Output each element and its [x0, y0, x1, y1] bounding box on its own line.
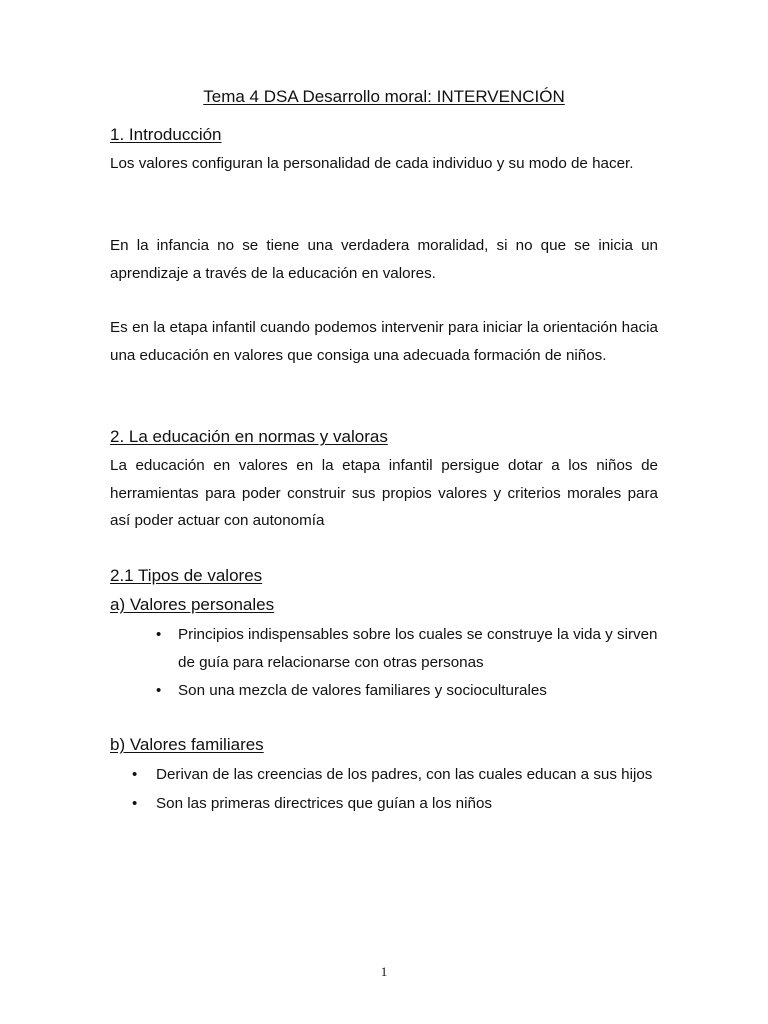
list-item — [132, 761, 658, 789]
heading-educacion-normas: 2. La educación en normas y valoras — [110, 427, 388, 446]
document-page — [110, 0, 658, 1024]
bullet-icon: • — [132, 766, 138, 783]
heading-tipos-valores: 2.1 Tipos de valores — [110, 566, 263, 585]
paragraph-educacion-1: La educación en valores en la etapa infantil persigue dotar a los niños de herramientas para poder construir sus propios valores y criterios morales para así poder actuar con autonomía — [110, 457, 658, 529]
list-item-text: Principios indispensables sobre los cuales se construye la vida y sirven de guía para relacionarse con otras personas — [178, 626, 658, 671]
list-valores-personales — [156, 621, 658, 706]
list-item-text: Derivan de las creencias de los padres, con las cuales educan a sus hijos — [156, 766, 653, 783]
document-title-text: Tema 4 DSA Desarrollo moral: INTERVENCIÓN — [203, 87, 565, 106]
heading-valores-personales: a) Valores personales — [110, 595, 275, 614]
list-item-text: Son una mezcla de valores familiares y socioculturales — [178, 682, 547, 699]
paragraph-intro-1: Los valores configuran la personalidad de cada individuo y su modo de hacer. — [110, 155, 634, 172]
page-number: 1 — [380, 964, 388, 979]
list-item — [156, 677, 658, 705]
bullet-icon: • — [132, 794, 138, 812]
document-title — [110, 86, 658, 108]
list-item-text: Son las primeras directrices que guían a los niños — [156, 794, 492, 812]
bullet-icon: • — [156, 682, 162, 699]
bullet-icon: • — [156, 626, 162, 643]
heading-valores-familiares: b) Valores familiares — [110, 735, 264, 754]
list-item — [132, 790, 658, 818]
paragraph-intro-2: En la infancia no se tiene una verdadera moralidad, si no que se inicia un aprendizaje a través de la educación en valores. — [110, 237, 658, 282]
list-valores-familiares — [132, 761, 658, 818]
list-item — [156, 621, 658, 676]
heading-introduccion: 1. Introducción — [110, 125, 222, 144]
paragraph-intro-3: Es en la etapa infantil cuando podemos intervenir para iniciar la orientación hacia una educación en valores que consiga una adecuada formación de niños. — [110, 319, 658, 364]
